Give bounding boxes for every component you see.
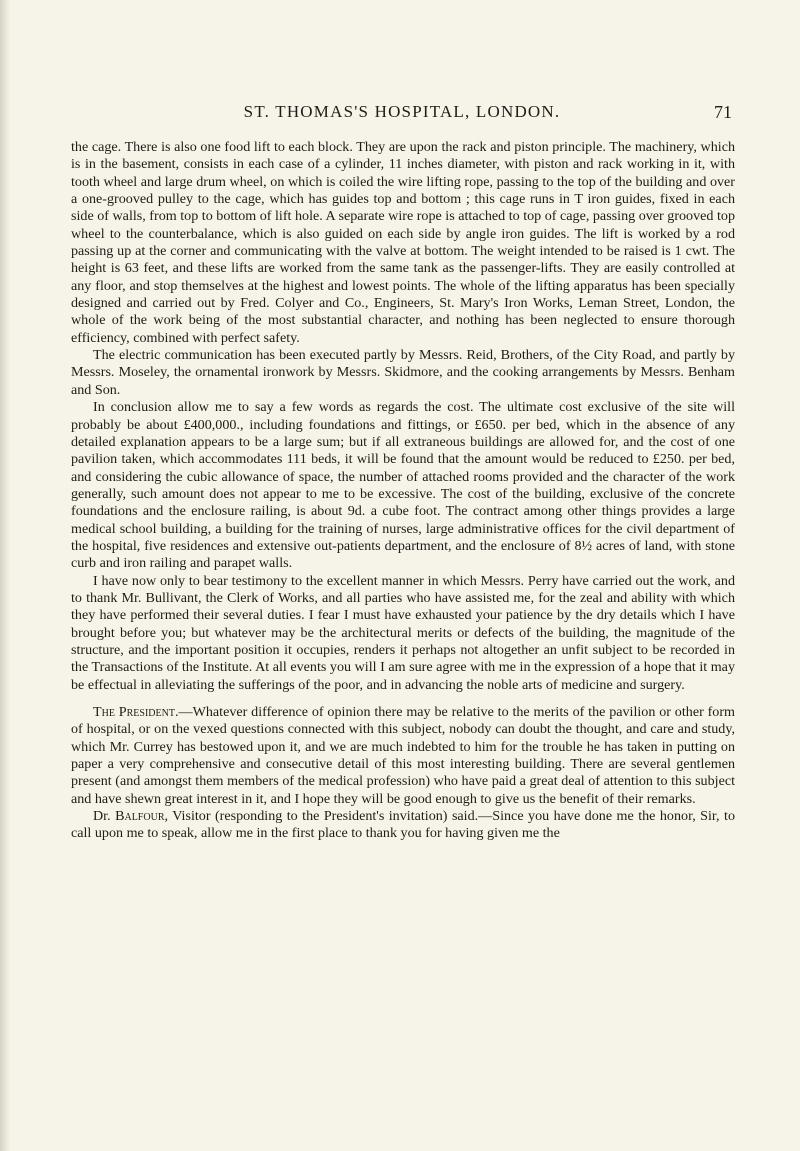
paragraph-testimony: I have now only to bear testimony to the excellent manner in which Messrs. Perry have carried out the work, and to thank Mr. Bullivant, the Clerk of Works, and all parties who have assisted me, for the zeal and ability with which they have performed their several duties. I fear I must have exhausted your patience by the dry details which I have brought before you; but whatever may be the architectural merits or defects of the building, the magnitude of the structure, and the important position it occupies, renders it perhaps not altogether an unfit subject to be recorded in the Transactions of the Institute. At all events you will I am sure agree with me in the expression of a hope that it may be effectual in alleviating the sufferings of the poor, and in advancing the noble arts of medicine and surgery. xyxy=(71,572,735,693)
page-number: 71 xyxy=(714,102,732,122)
running-title: ST. THOMAS'S HOSPITAL, LONDON. xyxy=(243,102,561,121)
balfour-prefix: Dr. xyxy=(93,808,116,825)
body-text xyxy=(71,139,735,843)
speaker-president: The President. xyxy=(93,704,179,720)
paragraph-lift-machinery: the cage. There is also one food lift to each block. They are upon the rack and piston principle. The machinery, which is in the basement, consists in each case of a cylinder, 11 inches diameter, with piston and rack working in it, with tooth wheel and large drum wheel, on which is coiled the wire lifting rope, passing to the top of the building and over a one-grooved pulley to the cage, which has guides top and bottom ; this cage runs in T iron guides, fixed in each side of walls, from top to bottom of lift hole. A separate wire rope is attached to top of cage, passing over grooved top wheel to the counterbalance, which is also guided on each side by angle iron guides. The lift is worked by a rod passing up at the corner and communicating with the valve at bottom. The weight intended to be raised is 1 cwt. The height is 63 feet, and these lifts are worked from the same tank as the passenger-lifts. They are easily controlled at any floor, and stop themselves at the highest and lowest points. The whole of the lifting apparatus has been specially designed and carried out by Fred. Colyer and Co., Engineers, St. Mary's Iron Works, Leman Street, London, the whole of the work being of the most substantial character, and nothing has been neglected to ensure thorough efficiency, combined with perfect safety. xyxy=(71,139,735,346)
speaker-balfour: Balfour xyxy=(115,808,165,825)
president-remarks: —Whatever difference of opinion there may be relative to the merits of the pavilion or other form of hospital, or on the vexed questions connected with this subject, nobody can doubt the thought, and care and study, which Mr. Currey has bestowed upon it, and we are much indebted to him for the trouble he has taken in putting on paper a very comprehensive and consecutive detail of this most interesting building. There are several gentlemen present (and amongst them members of the medical profession) who have paid a great deal of attention to this subject and have shewn great interest in it, and I hope they will be good enough to give us the benefit of their remarks. xyxy=(71,704,735,807)
paragraph-cost: In conclusion allow me to say a few words as regards the cost. The ultimate cost exclusive of the site will probably be about £400,000., including foundations and fittings, or £650. per bed, which in the absence of any detailed explanation appears to be a large sum; but if all extraneous buildings are allowed for, and the cost of one pavilion taken, which accommodates 111 beds, it will be found that the amount would be reduced to £250. per bed, and considering the cubic allowance of space, the number of attached rooms provided and the character of the work generally, such amount does not appear to me to be excessive. The cost of the building, exclusive of the concrete foundations and the enclosure railing, is about 9d. a cube foot. The contract among other things provides a large medical school building, a building for the training of nurses, large administrative offices for the civil department of the hospital, five residences and extensive out-patients department, and the enclosure of 8½ acres of land, with stone curb and iron railing and parapet walls. xyxy=(71,399,735,572)
paragraph-president xyxy=(71,704,735,808)
balfour-remarks: , Visitor (responding to the President's invitation) said.—Since you have done me the honor, Sir, to call upon me to speak, allow me in the first place to thank you for having given me the xyxy=(71,808,735,842)
paragraph-balfour xyxy=(71,808,735,843)
paragraph-electric-communication: The electric communication has been executed partly by Messrs. Reid, Brothers, of the City Road, and partly by Messrs. Moseley, the ornamental ironwork by Messrs. Skidmore, and the cooking arrangements by Messrs. Benham and Son. xyxy=(71,347,735,398)
page-edge-shadow xyxy=(0,0,10,1151)
running-head xyxy=(72,102,732,126)
